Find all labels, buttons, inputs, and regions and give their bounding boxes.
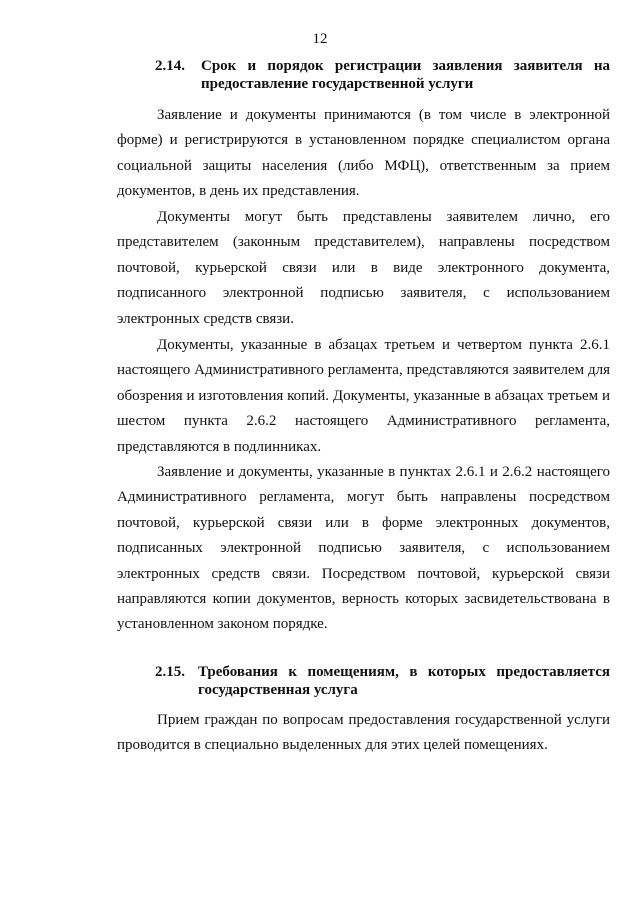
section-2-15-heading xyxy=(155,663,610,699)
section-2-14-paragraph-1: Заявление и документы принимаются (в том числе в электронной форме) и регистрируются в установленном порядке специалистом органа социальной защиты населения (либо МФЦ), ответственным за прием документов, в день их представления. xyxy=(117,107,610,200)
section-2-14-title-line1: Срок и порядок регистрации заявления заявителя на xyxy=(201,58,610,74)
section-2-15-title-line2: государственная услуга xyxy=(198,682,358,698)
section-2-14-paragraph-3: Документы, указанные в абзацах третьем и четвертом пункта 2.6.1 настоящего Административного регламента, представляются заявителем для обозрения и изготовления копий. Документы, указанные в абзацах третьем и шестом пункта 2.6.2 настоящего Административного регламента, представляются в подлинниках. xyxy=(117,337,610,455)
section-2-14-heading xyxy=(155,57,610,93)
section-2-15-number: 2.15. xyxy=(155,664,185,680)
section-2-15-paragraph-1: Прием граждан по вопросам предоставления государственной услуги проводится в специально выделенных для этих целей помещениях. xyxy=(117,712,610,754)
section-2-15-title-line1: Требования к помещениям, в которых предоставляется xyxy=(198,664,610,680)
page-number: 12 xyxy=(312,31,328,47)
section-2-14-title-line2: предоставление государственной услуги xyxy=(201,76,474,92)
section-2-14-paragraph-2: Документы могут быть представлены заявителем лично, его представителем (законным представителем), направлены посредством почтовой, курьерской связи или в виде электронного документа, подписанного электронной подписью заявителя, с использованием электронных средств связи. xyxy=(117,209,610,327)
section-2-14-number: 2.14. xyxy=(155,58,185,74)
section-2-14-paragraph-4: Заявление и документы, указанные в пунктах 2.6.1 и 2.6.2 настоящего Административного регламента, могут быть направлены посредством почтовой, курьерской связи или в форме электронных документов, подписанных электронной подписью заявителя, с использованием электронных средств связи. Посредством почтовой, курьерской связи направляются копии документов, верность которых засвидетельствована в установленном законом порядке. xyxy=(117,464,610,633)
